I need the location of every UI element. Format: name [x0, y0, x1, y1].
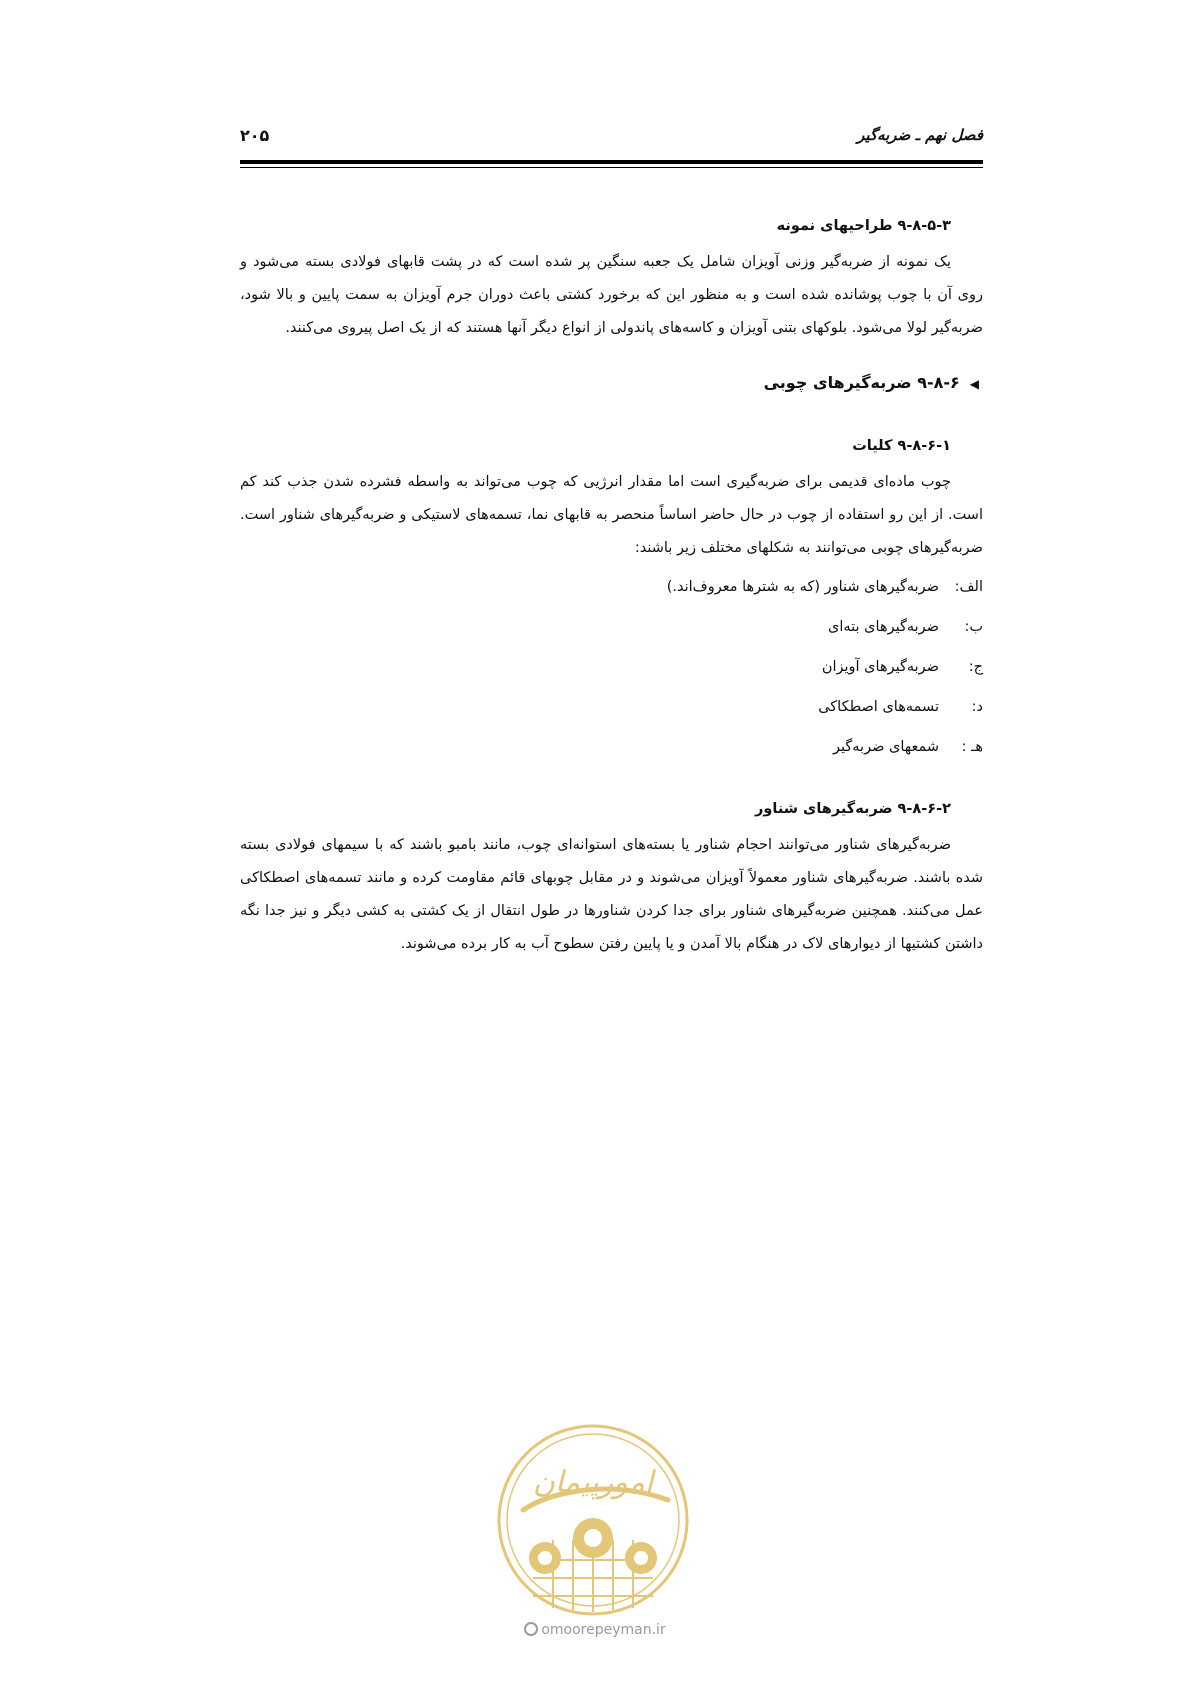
list-item-mark: ج: — [968, 659, 983, 675]
paragraph-floating-fenders: ضربه‌گیرهای شناور می‌توانند احجام شناور یا بسته‌های استوانه‌ای چوب، مانند بامبو باشند که با سیمهای فولادی بسته شده باشند. ضربه‌گیرهای شناور معمولاً آویزان می‌شوند و در مقابل چوبهای قائم مقاومت کرده و مانند تسمه‌های اصطکاکی عمل می‌کنند. همچنین ضربه‌گیرهای شناور برای جدا کردن شناورها در طول انتقال از یک کشتی به کشی دیگر و نیز جدا نگه داشتن کشتیها از دیوارهای لاک در هنگام بالا آمدن و یا پایین رفتن سطوح آب به کار برده می‌شوند. — [240, 837, 983, 952]
list-item-text: ضربه‌گیرهای شناور (که به شترها معروف‌اند.) — [666, 579, 939, 595]
header-rule-thin — [240, 167, 983, 168]
watermark-site-text: omoorepeyman.ir — [541, 1622, 666, 1638]
list-item-text: شمعهای ضربه‌گیر — [833, 739, 939, 755]
list-item-text: ضربه‌گیرهای بته‌ای — [828, 619, 939, 635]
section-heading-general: ۹-۸-۶-۱ کلیات — [852, 438, 951, 454]
list-item — [240, 607, 983, 647]
section-heading-wooden-fenders — [240, 363, 983, 404]
list-item-mark: الف: — [954, 579, 983, 595]
watermark-logo-text: امورپیمان — [532, 1465, 654, 1500]
list-item-mark: د: — [971, 699, 983, 715]
header-rule-thick — [240, 160, 983, 164]
list-item-mark: ب: — [964, 619, 983, 635]
paragraph-sample-designs: یک نمونه از ضربه‌گیر وزنی آویزان شامل یک جعبه سنگین پر شده است که در پشت قابهای فولادی بسته می‌شود و روی آن با چوب پوشانده شده است و به منظور این که برخورد کشتی باعث دوران جرم آویزان به سمت پایین و بالا شود، ضربه‌گیر لولا می‌شود. بلوکهای بتنی آویزان و کاسه‌های پاندولی از انواع دیگر آنها هستند که از یک اصل پیروی می‌کنند. — [240, 254, 983, 336]
page-number: ۲۰۵ — [240, 126, 270, 145]
arrow-bullet-icon: ◀ — [969, 377, 979, 391]
list-item-text: تسمه‌های اصطکاکی — [818, 699, 939, 715]
section-heading-sample-designs: ۹-۸-۵-۳ طراحیهای نمونه — [776, 218, 951, 234]
section-heading-floating-fenders: ۹-۸-۶-۲ ضربه‌گیرهای شناور — [755, 801, 951, 817]
page-body — [240, 206, 983, 961]
section-heading-wooden-fenders-text: ۹-۸-۶ ضربه‌گیرهای چوبی — [763, 373, 960, 392]
copyright-icon — [524, 1622, 538, 1636]
watermark-site — [0, 1622, 1190, 1638]
list-item — [240, 647, 983, 687]
chapter-title: فصل نهم ـ ضربه‌گیر — [857, 126, 983, 144]
list-item — [240, 567, 983, 607]
list-item — [240, 687, 983, 727]
fender-types-list — [240, 567, 983, 767]
list-item-mark: هـ : — [961, 739, 983, 755]
watermark-logo-icon — [493, 1420, 693, 1620]
list-item-text: ضربه‌گیرهای آویزان — [821, 659, 939, 675]
paragraph-general: چوب ماده‌ای قدیمی برای ضربه‌گیری است اما مقدار انرژیی که چوب می‌تواند به واسطه فشرده شدن جذب کند کم است. از این رو استفاده از چوب در حال حاضر اساساً منحصر به قابهای نما، تسمه‌های لاستیکی و ضربه‌گیرهای شناور است. ضربه‌گیرهای چوبی می‌توانند به شکلهای مختلف زیر باشند: — [240, 474, 983, 556]
list-item — [240, 727, 983, 767]
